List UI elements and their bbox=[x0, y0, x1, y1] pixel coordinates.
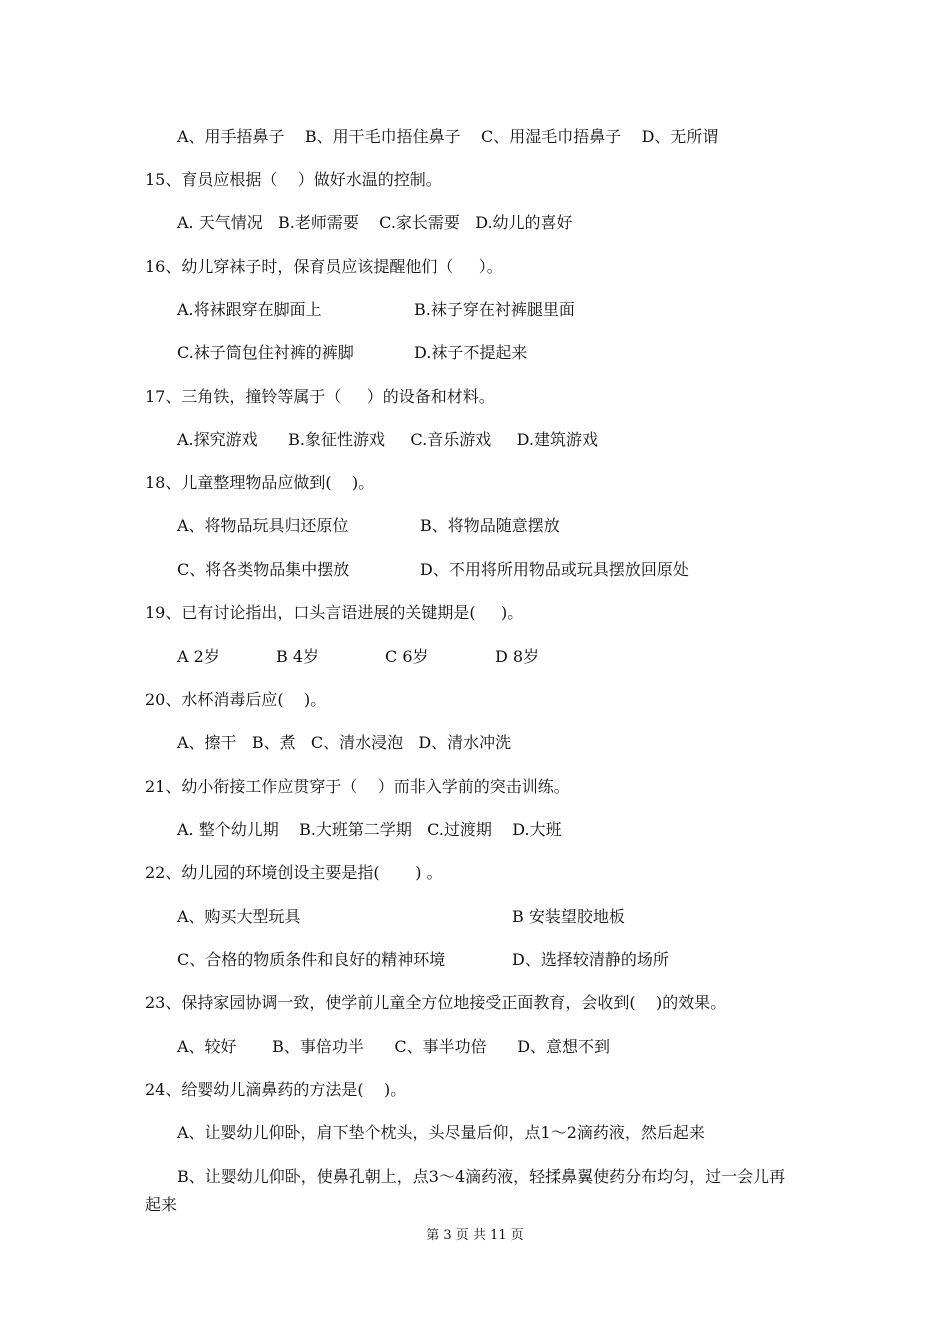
q18-option-a: A、将物品玩具归还原位 bbox=[177, 516, 349, 535]
question-17: 17、三角铁，撞铃等属于（ ）的设备和材料。 bbox=[145, 387, 495, 406]
question-15: 15、育员应根据（ ）做好水温的控制。 bbox=[145, 170, 442, 189]
q18-option-b: B、将物品随意摆放 bbox=[420, 516, 560, 535]
page-number-footer: 第 3 页 共 11 页 bbox=[426, 1228, 524, 1243]
q16-option-d: D.袜子不提起来 bbox=[414, 343, 528, 362]
q18-option-d: D、不用将所用物品或玩具摆放回原处 bbox=[420, 560, 689, 579]
q16-option-a: A.将袜跟穿在脚面上 bbox=[177, 300, 322, 319]
q22-option-b: B 安装望胶地板 bbox=[512, 907, 625, 926]
q21-options: A. 整个幼儿期 B.大班第二学期 C.过渡期 D.大班 bbox=[177, 820, 562, 839]
question-20: 20、水杯消毒后应( )。 bbox=[145, 690, 327, 709]
q14-options: A、用手捂鼻子 B、用干毛巾捂住鼻子 C、用湿毛巾捂鼻子 D、无所谓 bbox=[177, 127, 719, 146]
question-22: 22、幼儿园的环境创设主要是指( ) 。 bbox=[145, 863, 443, 882]
q24-option-a: A、让婴幼儿仰卧，肩下垫个枕头，头尽量后仰，点1～2滴药液，然后起来 bbox=[177, 1123, 705, 1142]
question-21: 21、幼小衔接工作应贯穿于（ ）而非入学前的突击训练。 bbox=[145, 777, 570, 796]
q19-option-b: B 4岁 bbox=[276, 647, 320, 666]
q16-option-c: C.袜子筒包住衬裤的裤脚 bbox=[177, 343, 354, 362]
question-24: 24、给婴幼儿滴鼻药的方法是( )。 bbox=[145, 1080, 407, 1099]
q22-option-d: D、选择较清静的场所 bbox=[512, 950, 669, 969]
q22-option-a: A、购买大型玩具 bbox=[177, 907, 301, 926]
question-16: 16、幼儿穿袜子时，保育员应该提醒他们（ ）。 bbox=[145, 257, 503, 276]
q18-option-c: C、将各类物品集中摆放 bbox=[177, 560, 350, 579]
question-19: 19、已有讨论指出，口头言语进展的关键期是( )。 bbox=[145, 603, 524, 622]
q19-option-d: D 8岁 bbox=[495, 647, 540, 666]
q23-options: A、较好 B、事倍功半 C、事半功倍 D、意想不到 bbox=[177, 1037, 611, 1056]
q19-option-c: C 6岁 bbox=[385, 647, 429, 666]
question-23: 23、保持家园协调一致，使学前儿童全方位地接受正面教育，会收到( )的效果。 bbox=[145, 993, 727, 1012]
q16-option-b: B.袜子穿在衬裤腿里面 bbox=[414, 300, 575, 319]
q17-options: A.探究游戏 B.象征性游戏 C.音乐游戏 D.建筑游戏 bbox=[177, 430, 598, 449]
q24-option-b-line1: B、让婴幼儿仰卧，使鼻孔朝上，点3～4滴药液，轻揉鼻翼使药分布均匀，过一会儿再 bbox=[177, 1167, 786, 1186]
q22-option-c: C、合格的物质条件和良好的精神环境 bbox=[177, 950, 446, 969]
q24-option-b-line2: 起来 bbox=[145, 1195, 178, 1214]
q19-option-a: A 2岁 bbox=[177, 647, 220, 666]
q15-options: A. 天气情况 B.老师需要 C.家长需要 D.幼儿的喜好 bbox=[177, 213, 573, 232]
question-18: 18、儿童整理物品应做到( )。 bbox=[145, 473, 375, 492]
q20-options: A、擦干 B、煮 C、清水浸泡 D、清水冲洗 bbox=[177, 733, 512, 752]
